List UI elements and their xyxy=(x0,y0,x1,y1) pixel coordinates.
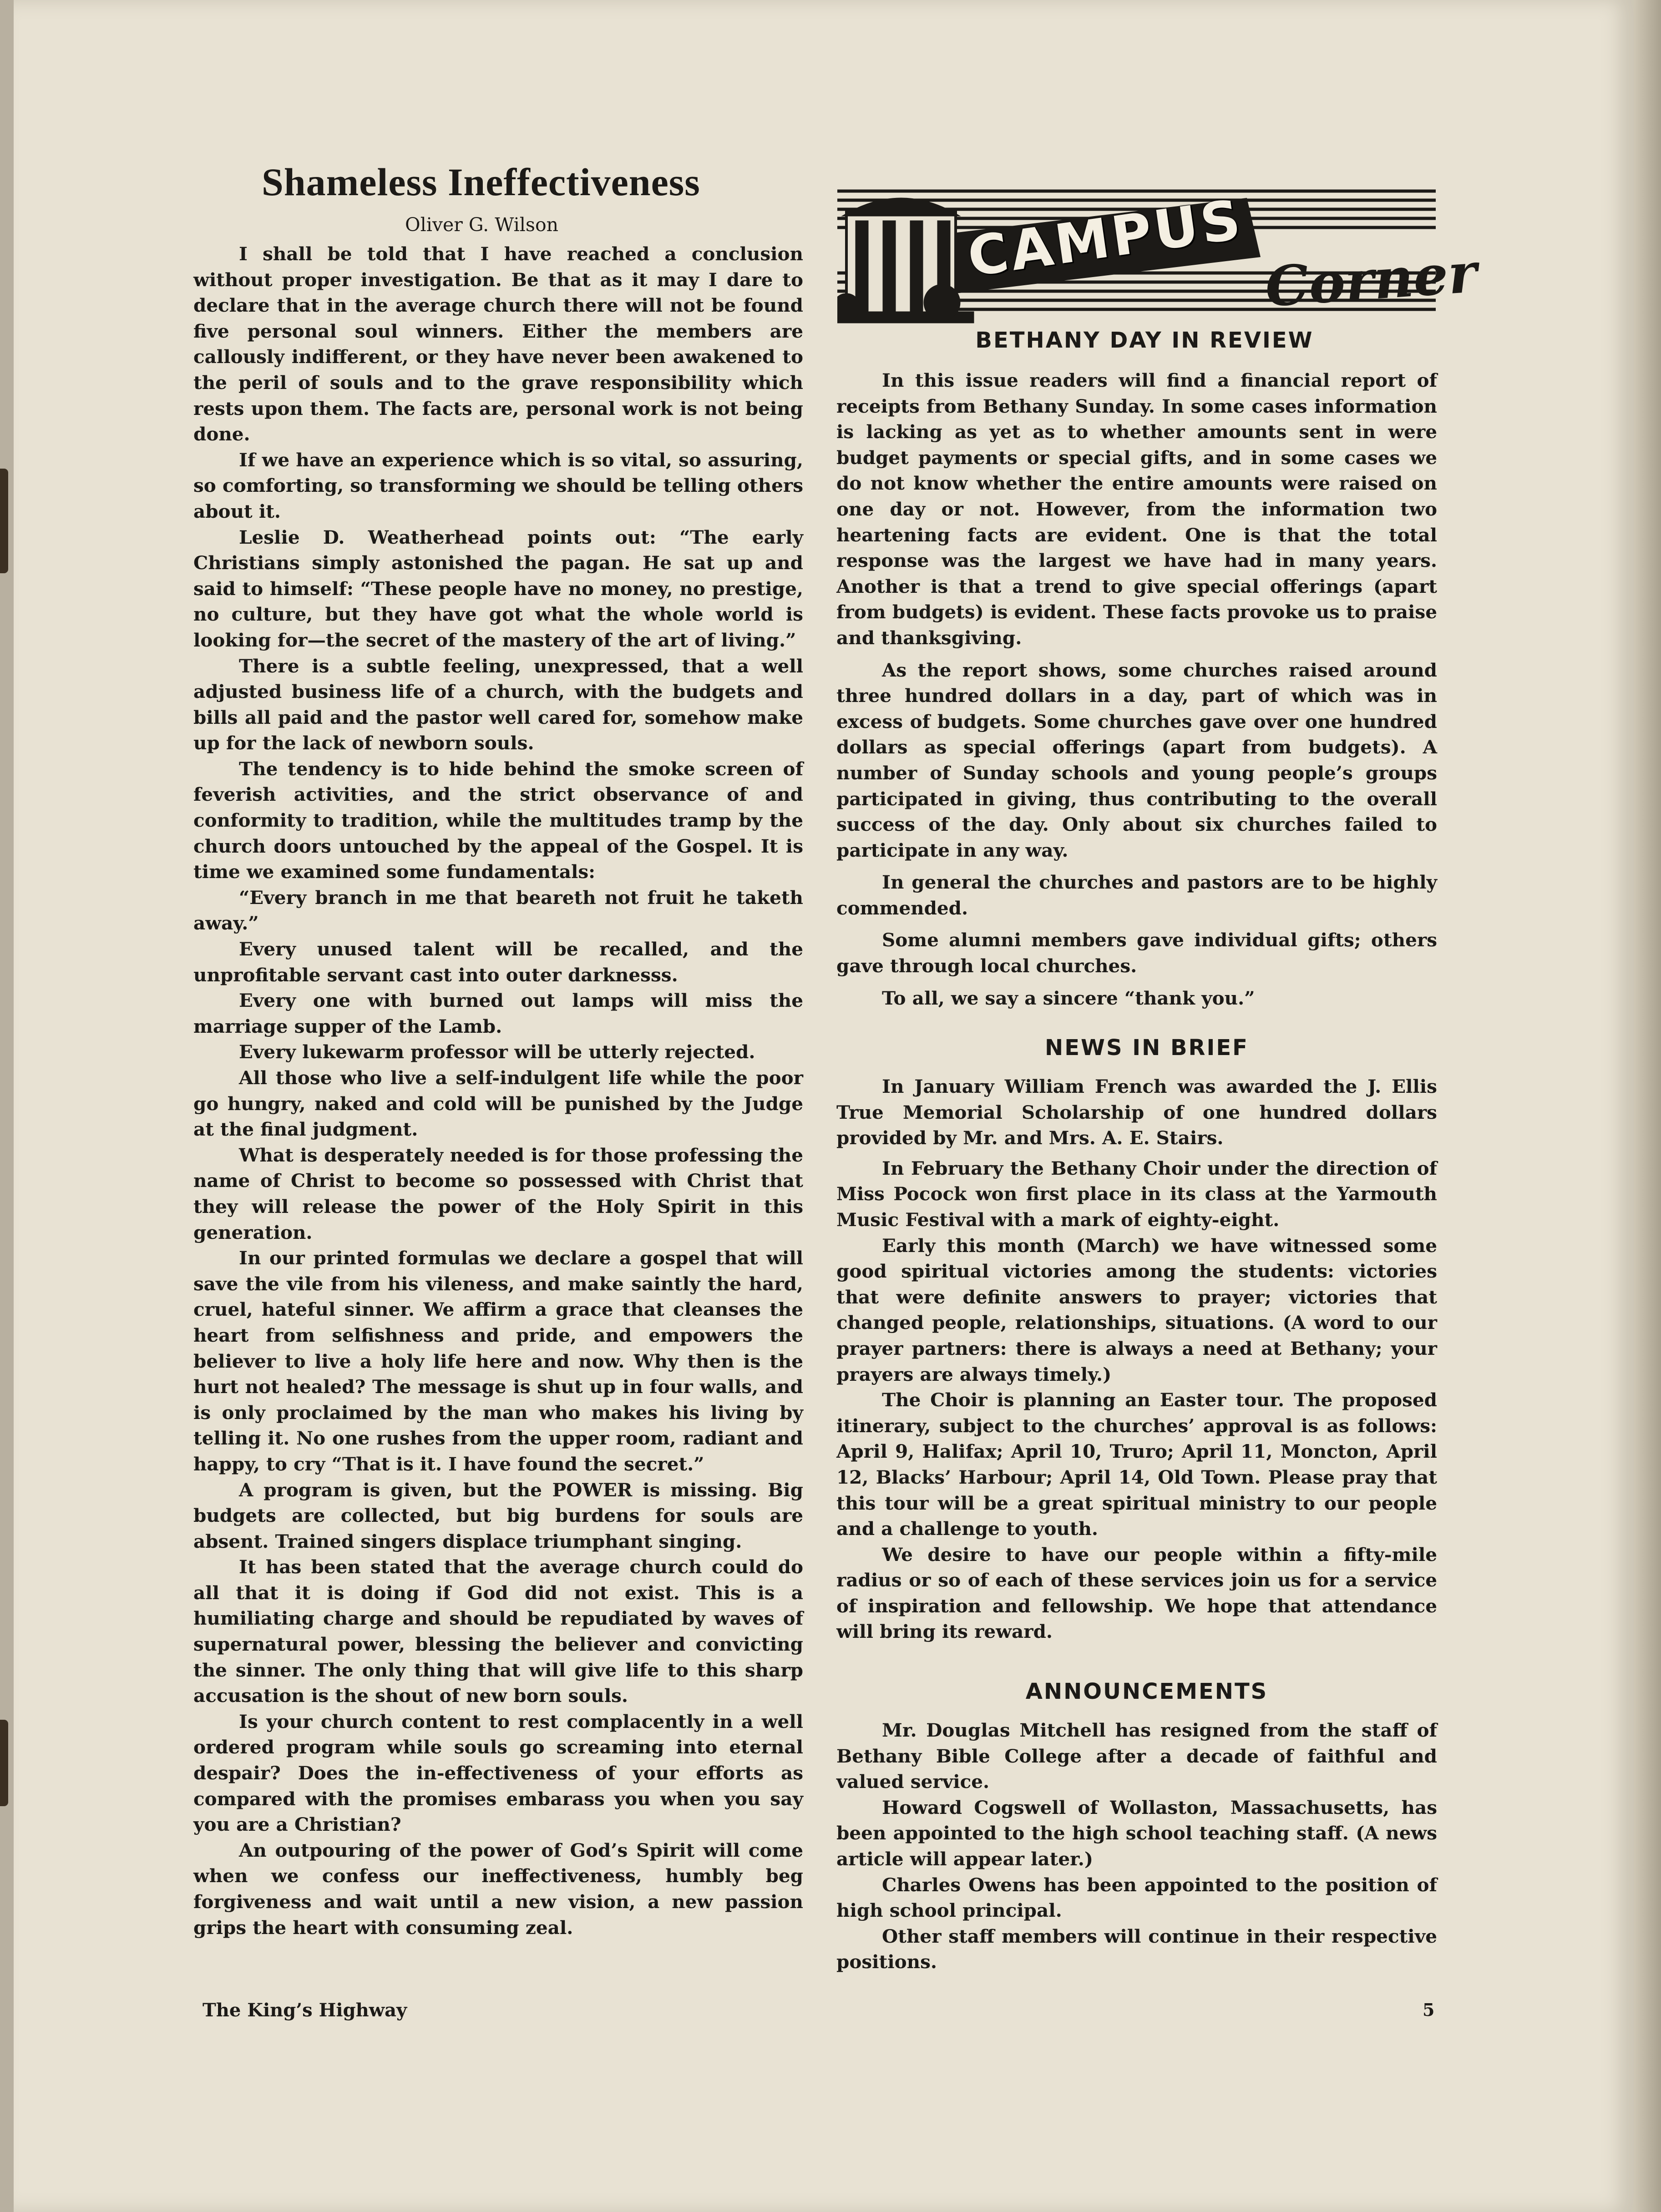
news-heading: NEWS IN BRIEF xyxy=(1045,1035,1249,1061)
binding-mark xyxy=(0,469,8,573)
article-paragraph: Leslie D. Weatherhead points out: “The early Christians simply astonished the pagan. He sat up and said to himself: “These people have no money, no prestige, no culture, but they have got what the whole world is looking for—the secret of the mastery of the art of living.” xyxy=(193,526,803,651)
banner-campus-word: CAMPUS xyxy=(964,188,1247,289)
bethany-paragraph: In this issue readers will find a financial report of receipts from Bethany Sunday. In some cases information is lacking as yet as to whether amounts sent in were budget payments or special gifts, and in some cases we do not know whether the entire amounts were raised on one day or not. However, from the information two heartening facts are evident. One is that the total response was the largest we have had in many years. Another is that a trend to give special offerings (apart from budgets) is evident. These facts provoke us to praise and thanksgiving. xyxy=(836,369,1437,649)
bethany-paragraph: Some alumni members gave individual gifts; others gave through local churches. xyxy=(836,929,1437,977)
news-body xyxy=(836,1074,1437,1645)
announcements-body xyxy=(836,1717,1437,1975)
article-paragraph: Every one with burned out lamps will miss the marriage supper of the Lamb. xyxy=(193,990,803,1037)
bethany-day-body xyxy=(836,368,1437,1011)
announcement-paragraph: Mr. Douglas Mitchell has resigned from the staff of Bethany Bible College after a decade of faithful and valued service. xyxy=(836,1719,1437,1793)
article-paragraph: There is a subtle feeling, unexpressed, that a well adjusted business life of a church, with the budgets and bills all paid and the pastor well cared for, somehow make up for the lack of newborn souls. xyxy=(193,655,803,754)
article-paragraph: “Every branch in me that beareth not fruit he taketh away.” xyxy=(193,886,803,934)
article-paragraph: Every lukewarm professor will be utterly rejected. xyxy=(239,1041,755,1063)
article-paragraph: A program is given, but the POWER is missing. Big budgets are collected, but big burdens for souls are absent. Trained singers displace triumphant singing. xyxy=(193,1479,803,1552)
article-paragraph: What is desperately needed is for those professing the name of Christ to become so possessed with Christ that they will release the power of the Holy Spirit in this generation. xyxy=(193,1144,803,1243)
news-paragraph: In January William French was awarded the J. Ellis True Memorial Scholarship of one hundred dollars provided by Mr. and Mrs. A. E. Stairs. xyxy=(836,1076,1437,1149)
announcement-paragraph: Other staff members will continue in their respective positions. xyxy=(836,1925,1437,1973)
article-paragraph: The tendency is to hide behind the smoke screen of feverish activities, and the strict observance of and conformity to tradition, while the multitudes tramp by the church doors untouched by the appeal of the Gospel. It is time we examined some fundamentals: xyxy=(193,758,803,883)
news-paragraph: The Choir is planning an Easter tour. The proposed itinerary, subject to the churches’ approval is as follows: April 9, Halifax; April 10, Truro; April 11, Moncton, April 12, Blacks’ Harbour; April 14, Old Town. Please pray that this tour will be a great spiritual ministry to our people and a challenge to youth. xyxy=(836,1389,1437,1540)
news-paragraph: Early this month (March) we have witnessed some good spiritual victories among the students: victories that were definite answers to prayer; victories that changed people, relationships, situations. (A word to our prayer partners: there is always a need at Bethany; your prayers are always timely.) xyxy=(836,1234,1437,1385)
article-body xyxy=(193,241,803,1940)
bethany-paragraph: In general the churches and pastors are to be highly commended. xyxy=(836,871,1437,919)
announcements-heading: ANNOUNCEMENTS xyxy=(1025,1679,1268,1704)
article-paragraph: All those who live a self-indulgent life while the poor go hungry, naked and cold will be punished by the Judge at the final judgment. xyxy=(193,1067,803,1141)
announcement-paragraph: Charles Owens has been appointed to the position of high school principal. xyxy=(836,1874,1437,1922)
article-paragraph: I shall be told that I have reached a conclusion without proper investigation. Be that as it may I dare to declare that in the average church there will not be found five personal soul winners. Either the members are callously indifferent, or they have never been awakened to the peril of souls and to the grave responsibility which rests upon them. The facts are, personal work is not being done. xyxy=(193,243,803,445)
binding-mark xyxy=(0,1720,8,1806)
news-paragraph: In February the Bethany Choir under the direction of Miss Pocock won first place in its class at the Yarmouth Music Festival with a mark of eighty-eight. xyxy=(836,1157,1437,1231)
banner-corner-word: Corner xyxy=(1263,240,1479,320)
publication-name: The King’s Highway xyxy=(203,2000,407,2021)
page-edge xyxy=(1634,0,1661,2212)
bethany-day-heading: BETHANY DAY IN REVIEW xyxy=(975,328,1314,353)
page-number: 5 xyxy=(1423,2000,1435,2020)
article-paragraph: Is your church content to rest complacently in a well ordered program while souls go screaming into eternal despair? Does the in-effectiveness of your efforts as compared with the promises embarass you when you say you are a Christian? xyxy=(193,1710,803,1836)
article-title: Shameless Ineffectiveness xyxy=(262,160,700,204)
article-paragraph: If we have an experience which is so vital, so assuring, so comforting, so transforming we should be telling others about it. xyxy=(193,449,803,522)
bethany-paragraph: To all, we say a sincere “thank you.” xyxy=(882,987,1255,1009)
article-paragraph: It has been stated that the average church could do all that it is doing if God did not exist. This is a humiliating charge and should be repudiated by waves of supernatural power, blessing the believer and convicting the sinner. The only thing that will give life to this sharp accusation is the shout of new born souls. xyxy=(193,1556,803,1707)
article-paragraph: In our printed formulas we declare a gospel that will save the vile from his vileness, and make saintly the hard, cruel, hateful sinner. We affirm a grace that cleanses the heart from selfishness and pride, and empowers the believer to live a holy life here and now. Why then is the hurt not healed? The message is shut up in four walls, and is only proclaimed by the man who makes his living by telling it. No one rushes from the upper room, radiant and happy, to cry “That is it. I have found the secret.” xyxy=(193,1247,803,1475)
announcement-paragraph: Howard Cogswell of Wollaston, Massachusetts, has been appointed to the high school teaching staff. (A news article will appear later.) xyxy=(836,1796,1437,1870)
bethany-paragraph: As the report shows, some churches raised around three hundred dollars in a day, part of which was in excess of budgets. Some churches gave over one hundred dollars as special offerings (apart from budgets). A number of Sunday schools and young people’s groups participated in giving, thus contributing to the overall success of the day. Only about six churches failed to participate in any way. xyxy=(836,659,1437,861)
article-paragraph: An outpouring of the power of God’s Spirit will come when we confess our ineffectiveness, humbly beg forgiveness and wait until a new vision, a new passion grips the heart with consuming zeal. xyxy=(193,1839,803,1939)
article-paragraph: Every unused talent will be recalled, and the unprofitable servant cast into outer darknesss. xyxy=(193,938,803,986)
article-author: Oliver G. Wilson xyxy=(405,214,559,236)
news-paragraph: We desire to have our people within a fifty-mile radius or so of each of these services join us for a service of inspiration and fellowship. We hope that attendance will bring its reward. xyxy=(836,1543,1437,1643)
